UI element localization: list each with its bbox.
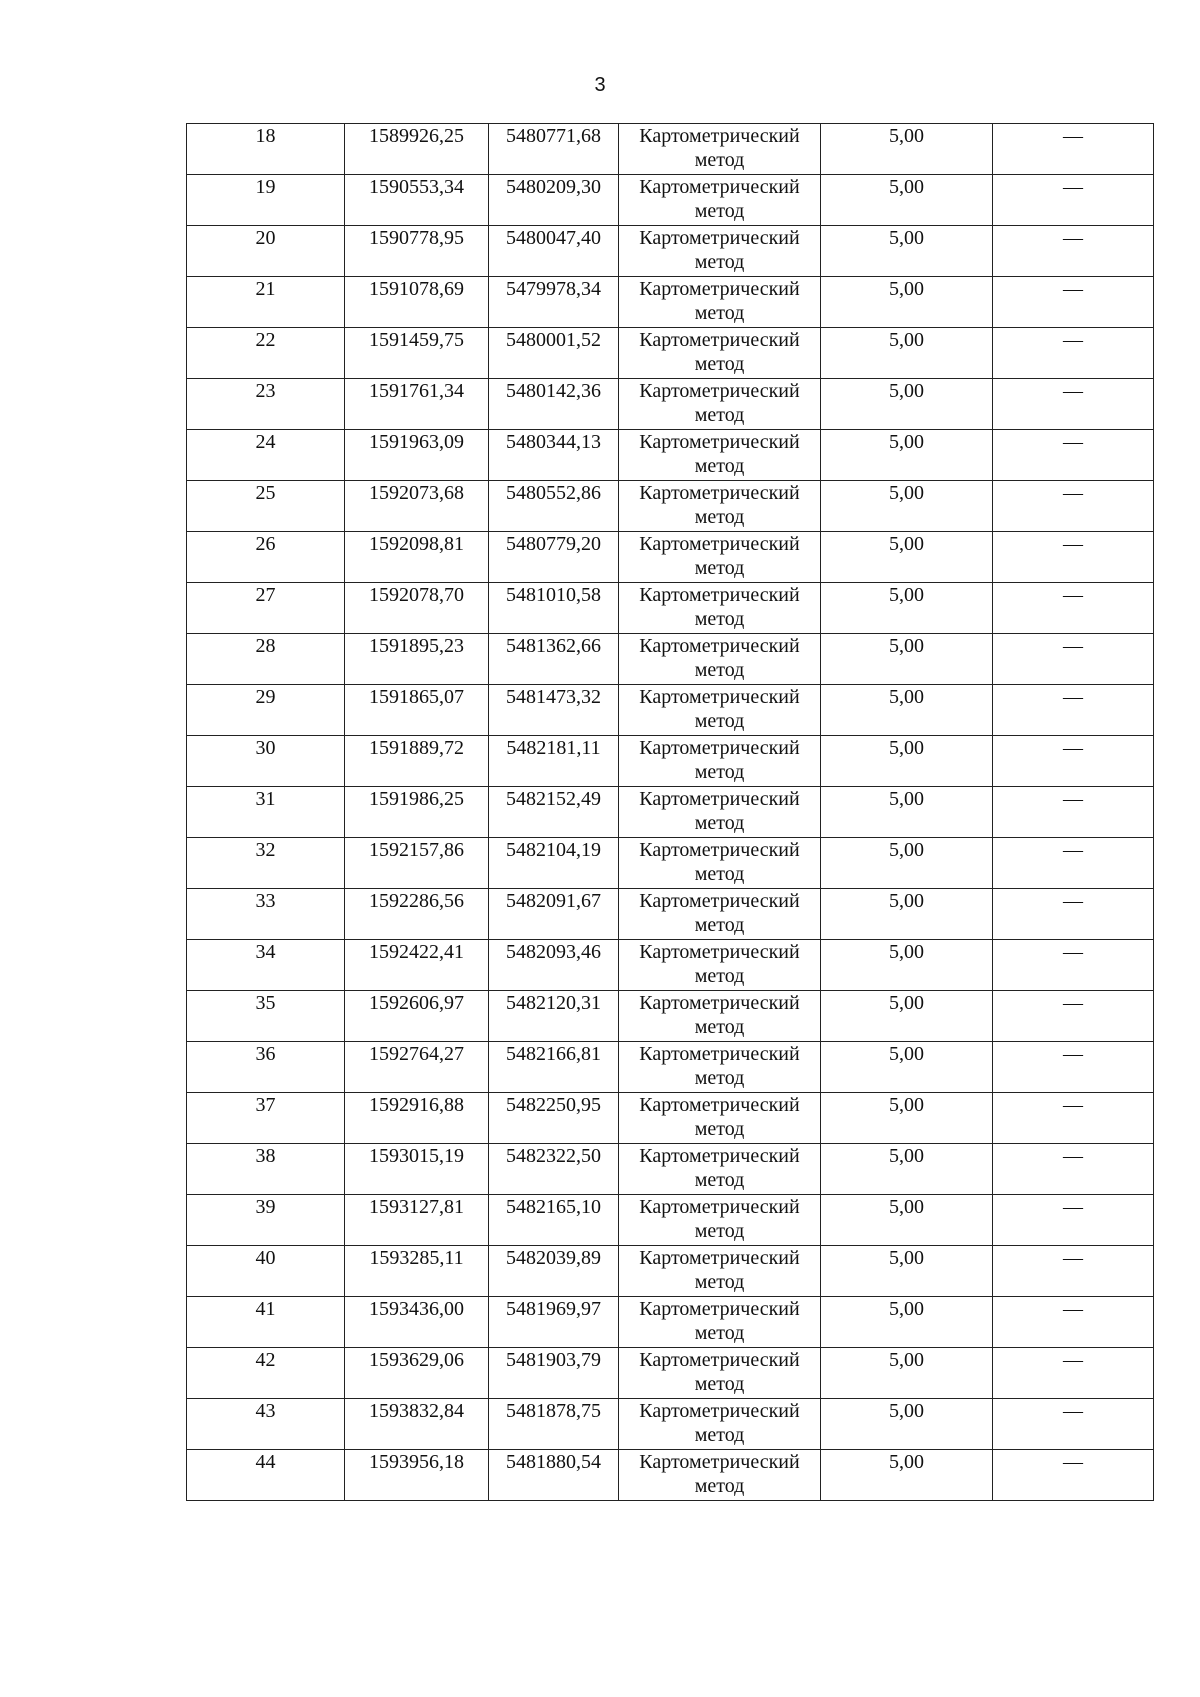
method-line: метод bbox=[694, 1169, 745, 1191]
method-cell bbox=[619, 940, 821, 991]
table-row bbox=[187, 1246, 1154, 1297]
coordinates-table bbox=[186, 123, 1154, 1501]
method-line: Картометрический bbox=[639, 1349, 800, 1371]
method-line: метод bbox=[694, 659, 745, 681]
y-coordinate-cell: 5482091,67 bbox=[489, 889, 619, 940]
description-cell: — bbox=[993, 277, 1154, 328]
method-cell bbox=[619, 736, 821, 787]
method-line: метод bbox=[694, 863, 745, 885]
x-coordinate-cell: 1591459,75 bbox=[345, 328, 489, 379]
method-cell bbox=[619, 1399, 821, 1450]
accuracy-cell: 5,00 bbox=[821, 1348, 993, 1399]
y-coordinate-cell: 5481880,54 bbox=[489, 1450, 619, 1501]
x-coordinate-cell: 1592157,86 bbox=[345, 838, 489, 889]
accuracy-cell: 5,00 bbox=[821, 634, 993, 685]
description-cell: — bbox=[993, 430, 1154, 481]
point-number-cell: 29 bbox=[187, 685, 345, 736]
y-coordinate-cell: 5482039,89 bbox=[489, 1246, 619, 1297]
accuracy-cell: 5,00 bbox=[821, 1399, 993, 1450]
method-line: Картометрический bbox=[639, 941, 800, 963]
point-number-cell: 27 bbox=[187, 583, 345, 634]
method-line: метод bbox=[694, 965, 745, 987]
table-row bbox=[187, 583, 1154, 634]
method-line: Картометрический bbox=[639, 737, 800, 759]
method-cell bbox=[619, 277, 821, 328]
method-line: Картометрический bbox=[639, 1400, 800, 1422]
y-coordinate-cell: 5482093,46 bbox=[489, 940, 619, 991]
description-cell: — bbox=[993, 481, 1154, 532]
method-line: Картометрический bbox=[639, 788, 800, 810]
y-coordinate-cell: 5481473,32 bbox=[489, 685, 619, 736]
table-row bbox=[187, 634, 1154, 685]
method-cell bbox=[619, 1348, 821, 1399]
accuracy-cell: 5,00 bbox=[821, 1195, 993, 1246]
description-cell: — bbox=[993, 736, 1154, 787]
method-line: метод bbox=[694, 1016, 745, 1038]
method-cell bbox=[619, 124, 821, 175]
method-cell bbox=[619, 226, 821, 277]
point-number-cell: 30 bbox=[187, 736, 345, 787]
y-coordinate-cell: 5482166,81 bbox=[489, 1042, 619, 1093]
table-row bbox=[187, 736, 1154, 787]
y-coordinate-cell: 5482322,50 bbox=[489, 1144, 619, 1195]
description-cell: — bbox=[993, 838, 1154, 889]
method-cell bbox=[619, 1042, 821, 1093]
method-line: Картометрический bbox=[639, 1094, 800, 1116]
method-line: метод bbox=[694, 506, 745, 528]
table-row bbox=[187, 685, 1154, 736]
table-row bbox=[187, 991, 1154, 1042]
description-cell: — bbox=[993, 634, 1154, 685]
point-number-cell: 31 bbox=[187, 787, 345, 838]
y-coordinate-cell: 5479978,34 bbox=[489, 277, 619, 328]
point-number-cell: 25 bbox=[187, 481, 345, 532]
y-coordinate-cell: 5481969,97 bbox=[489, 1297, 619, 1348]
point-number-cell: 42 bbox=[187, 1348, 345, 1399]
x-coordinate-cell: 1592286,56 bbox=[345, 889, 489, 940]
description-cell: — bbox=[993, 328, 1154, 379]
y-coordinate-cell: 5482165,10 bbox=[489, 1195, 619, 1246]
method-line: Картометрический bbox=[639, 890, 800, 912]
table-row bbox=[187, 787, 1154, 838]
x-coordinate-cell: 1591963,09 bbox=[345, 430, 489, 481]
x-coordinate-cell: 1592078,70 bbox=[345, 583, 489, 634]
method-line: Картометрический bbox=[639, 1196, 800, 1218]
description-cell: — bbox=[993, 889, 1154, 940]
point-number-cell: 41 bbox=[187, 1297, 345, 1348]
method-line: Картометрический bbox=[639, 1247, 800, 1269]
table-row bbox=[187, 226, 1154, 277]
description-cell: — bbox=[993, 226, 1154, 277]
x-coordinate-cell: 1590553,34 bbox=[345, 175, 489, 226]
y-coordinate-cell: 5480142,36 bbox=[489, 379, 619, 430]
accuracy-cell: 5,00 bbox=[821, 532, 993, 583]
method-line: метод bbox=[694, 455, 745, 477]
point-number-cell: 34 bbox=[187, 940, 345, 991]
point-number-cell: 28 bbox=[187, 634, 345, 685]
y-coordinate-cell: 5481362,66 bbox=[489, 634, 619, 685]
y-coordinate-cell: 5482250,95 bbox=[489, 1093, 619, 1144]
point-number-cell: 35 bbox=[187, 991, 345, 1042]
table-row bbox=[187, 1297, 1154, 1348]
table-row bbox=[187, 1144, 1154, 1195]
method-line: Картометрический bbox=[639, 992, 800, 1014]
table-row bbox=[187, 481, 1154, 532]
description-cell: — bbox=[993, 991, 1154, 1042]
x-coordinate-cell: 1591078,69 bbox=[345, 277, 489, 328]
accuracy-cell: 5,00 bbox=[821, 175, 993, 226]
method-line: метод bbox=[694, 812, 745, 834]
accuracy-cell: 5,00 bbox=[821, 379, 993, 430]
method-cell bbox=[619, 634, 821, 685]
table-row bbox=[187, 940, 1154, 991]
method-cell bbox=[619, 1093, 821, 1144]
y-coordinate-cell: 5480779,20 bbox=[489, 532, 619, 583]
accuracy-cell: 5,00 bbox=[821, 991, 993, 1042]
method-line: метод bbox=[694, 1475, 745, 1497]
y-coordinate-cell: 5482104,19 bbox=[489, 838, 619, 889]
method-cell bbox=[619, 175, 821, 226]
method-line: Картометрический bbox=[639, 839, 800, 861]
table-row bbox=[187, 379, 1154, 430]
accuracy-cell: 5,00 bbox=[821, 685, 993, 736]
method-line: метод bbox=[694, 302, 745, 324]
accuracy-cell: 5,00 bbox=[821, 430, 993, 481]
accuracy-cell: 5,00 bbox=[821, 889, 993, 940]
method-line: Картометрический bbox=[639, 1298, 800, 1320]
description-cell: — bbox=[993, 583, 1154, 634]
coordinates-table-body bbox=[187, 124, 1154, 1501]
method-line: Картометрический bbox=[639, 584, 800, 606]
method-line: метод bbox=[694, 404, 745, 426]
x-coordinate-cell: 1593629,06 bbox=[345, 1348, 489, 1399]
y-coordinate-cell: 5480209,30 bbox=[489, 175, 619, 226]
method-line: метод bbox=[694, 200, 745, 222]
table-row bbox=[187, 1348, 1154, 1399]
method-cell bbox=[619, 787, 821, 838]
method-line: Картометрический bbox=[639, 533, 800, 555]
method-line: Картометрический bbox=[639, 1451, 800, 1473]
y-coordinate-cell: 5480344,13 bbox=[489, 430, 619, 481]
point-number-cell: 21 bbox=[187, 277, 345, 328]
x-coordinate-cell: 1589926,25 bbox=[345, 124, 489, 175]
method-cell bbox=[619, 1144, 821, 1195]
table-row bbox=[187, 1399, 1154, 1450]
method-line: Картометрический bbox=[639, 635, 800, 657]
method-cell bbox=[619, 481, 821, 532]
accuracy-cell: 5,00 bbox=[821, 1297, 993, 1348]
description-cell: — bbox=[993, 1450, 1154, 1501]
point-number-cell: 20 bbox=[187, 226, 345, 277]
accuracy-cell: 5,00 bbox=[821, 1042, 993, 1093]
point-number-cell: 26 bbox=[187, 532, 345, 583]
x-coordinate-cell: 1593127,81 bbox=[345, 1195, 489, 1246]
y-coordinate-cell: 5481878,75 bbox=[489, 1399, 619, 1450]
point-number-cell: 18 bbox=[187, 124, 345, 175]
method-line: Картометрический bbox=[639, 176, 800, 198]
method-line: Картометрический bbox=[639, 278, 800, 300]
description-cell: — bbox=[993, 1195, 1154, 1246]
method-line: метод bbox=[694, 761, 745, 783]
method-cell bbox=[619, 1450, 821, 1501]
method-line: метод bbox=[694, 1067, 745, 1089]
point-number-cell: 23 bbox=[187, 379, 345, 430]
point-number-cell: 19 bbox=[187, 175, 345, 226]
method-line: метод bbox=[694, 1220, 745, 1242]
method-cell bbox=[619, 583, 821, 634]
method-cell bbox=[619, 991, 821, 1042]
accuracy-cell: 5,00 bbox=[821, 838, 993, 889]
method-line: Картометрический bbox=[639, 482, 800, 504]
method-line: метод bbox=[694, 1271, 745, 1293]
description-cell: — bbox=[993, 124, 1154, 175]
x-coordinate-cell: 1591889,72 bbox=[345, 736, 489, 787]
method-line: метод bbox=[694, 710, 745, 732]
method-line: метод bbox=[694, 1118, 745, 1140]
x-coordinate-cell: 1591865,07 bbox=[345, 685, 489, 736]
method-cell bbox=[619, 685, 821, 736]
accuracy-cell: 5,00 bbox=[821, 940, 993, 991]
method-line: метод bbox=[694, 1373, 745, 1395]
point-number-cell: 24 bbox=[187, 430, 345, 481]
accuracy-cell: 5,00 bbox=[821, 1144, 993, 1195]
accuracy-cell: 5,00 bbox=[821, 787, 993, 838]
point-number-cell: 32 bbox=[187, 838, 345, 889]
x-coordinate-cell: 1593956,18 bbox=[345, 1450, 489, 1501]
x-coordinate-cell: 1592073,68 bbox=[345, 481, 489, 532]
method-cell bbox=[619, 328, 821, 379]
x-coordinate-cell: 1590778,95 bbox=[345, 226, 489, 277]
method-cell bbox=[619, 838, 821, 889]
table-row bbox=[187, 1195, 1154, 1246]
x-coordinate-cell: 1592098,81 bbox=[345, 532, 489, 583]
method-line: метод bbox=[694, 557, 745, 579]
x-coordinate-cell: 1591895,23 bbox=[345, 634, 489, 685]
x-coordinate-cell: 1591761,34 bbox=[345, 379, 489, 430]
description-cell: — bbox=[993, 1399, 1154, 1450]
description-cell: — bbox=[993, 787, 1154, 838]
table-row bbox=[187, 277, 1154, 328]
x-coordinate-cell: 1593832,84 bbox=[345, 1399, 489, 1450]
x-coordinate-cell: 1593015,19 bbox=[345, 1144, 489, 1195]
method-cell bbox=[619, 1195, 821, 1246]
y-coordinate-cell: 5480047,40 bbox=[489, 226, 619, 277]
table-row bbox=[187, 124, 1154, 175]
point-number-cell: 22 bbox=[187, 328, 345, 379]
method-line: метод bbox=[694, 149, 745, 171]
table-row bbox=[187, 175, 1154, 226]
description-cell: — bbox=[993, 1042, 1154, 1093]
point-number-cell: 44 bbox=[187, 1450, 345, 1501]
method-line: Картометрический bbox=[639, 1145, 800, 1167]
accuracy-cell: 5,00 bbox=[821, 1450, 993, 1501]
point-number-cell: 33 bbox=[187, 889, 345, 940]
description-cell: — bbox=[993, 685, 1154, 736]
description-cell: — bbox=[993, 532, 1154, 583]
accuracy-cell: 5,00 bbox=[821, 1093, 993, 1144]
method-cell bbox=[619, 1246, 821, 1297]
method-line: Картометрический bbox=[639, 686, 800, 708]
y-coordinate-cell: 5480552,86 bbox=[489, 481, 619, 532]
table-row bbox=[187, 1450, 1154, 1501]
method-line: метод bbox=[694, 251, 745, 273]
method-line: метод bbox=[694, 1322, 745, 1344]
point-number-cell: 43 bbox=[187, 1399, 345, 1450]
accuracy-cell: 5,00 bbox=[821, 124, 993, 175]
method-cell bbox=[619, 430, 821, 481]
description-cell: — bbox=[993, 940, 1154, 991]
table-row bbox=[187, 430, 1154, 481]
point-number-cell: 39 bbox=[187, 1195, 345, 1246]
table-row bbox=[187, 1093, 1154, 1144]
table-row bbox=[187, 838, 1154, 889]
y-coordinate-cell: 5482152,49 bbox=[489, 787, 619, 838]
point-number-cell: 38 bbox=[187, 1144, 345, 1195]
description-cell: — bbox=[993, 1297, 1154, 1348]
accuracy-cell: 5,00 bbox=[821, 328, 993, 379]
y-coordinate-cell: 5481903,79 bbox=[489, 1348, 619, 1399]
y-coordinate-cell: 5482120,31 bbox=[489, 991, 619, 1042]
method-line: метод bbox=[694, 1424, 745, 1446]
method-cell bbox=[619, 532, 821, 583]
method-cell bbox=[619, 1297, 821, 1348]
accuracy-cell: 5,00 bbox=[821, 736, 993, 787]
table-row bbox=[187, 532, 1154, 583]
method-line: Картометрический bbox=[639, 227, 800, 249]
table-row bbox=[187, 889, 1154, 940]
y-coordinate-cell: 5481010,58 bbox=[489, 583, 619, 634]
description-cell: — bbox=[993, 379, 1154, 430]
method-line: Картометрический bbox=[639, 329, 800, 351]
x-coordinate-cell: 1593285,11 bbox=[345, 1246, 489, 1297]
description-cell: — bbox=[993, 1246, 1154, 1297]
point-number-cell: 40 bbox=[187, 1246, 345, 1297]
method-line: Картометрический bbox=[639, 380, 800, 402]
accuracy-cell: 5,00 bbox=[821, 277, 993, 328]
accuracy-cell: 5,00 bbox=[821, 583, 993, 634]
method-line: Картометрический bbox=[639, 125, 800, 147]
accuracy-cell: 5,00 bbox=[821, 1246, 993, 1297]
method-line: Картометрический bbox=[639, 1043, 800, 1065]
x-coordinate-cell: 1591986,25 bbox=[345, 787, 489, 838]
point-number-cell: 36 bbox=[187, 1042, 345, 1093]
accuracy-cell: 5,00 bbox=[821, 226, 993, 277]
x-coordinate-cell: 1593436,00 bbox=[345, 1297, 489, 1348]
method-line: метод bbox=[694, 608, 745, 630]
method-cell bbox=[619, 889, 821, 940]
y-coordinate-cell: 5480771,68 bbox=[489, 124, 619, 175]
method-line: метод bbox=[694, 353, 745, 375]
x-coordinate-cell: 1592764,27 bbox=[345, 1042, 489, 1093]
x-coordinate-cell: 1592422,41 bbox=[345, 940, 489, 991]
x-coordinate-cell: 1592606,97 bbox=[345, 991, 489, 1042]
table-row bbox=[187, 1042, 1154, 1093]
description-cell: — bbox=[993, 1144, 1154, 1195]
y-coordinate-cell: 5480001,52 bbox=[489, 328, 619, 379]
point-number-cell: 37 bbox=[187, 1093, 345, 1144]
method-cell bbox=[619, 379, 821, 430]
y-coordinate-cell: 5482181,11 bbox=[489, 736, 619, 787]
description-cell: — bbox=[993, 175, 1154, 226]
table-row bbox=[187, 328, 1154, 379]
method-line: метод bbox=[694, 914, 745, 936]
accuracy-cell: 5,00 bbox=[821, 481, 993, 532]
method-line: Картометрический bbox=[639, 431, 800, 453]
page-number: 3 bbox=[594, 74, 606, 96]
x-coordinate-cell: 1592916,88 bbox=[345, 1093, 489, 1144]
description-cell: — bbox=[993, 1093, 1154, 1144]
description-cell: — bbox=[993, 1348, 1154, 1399]
